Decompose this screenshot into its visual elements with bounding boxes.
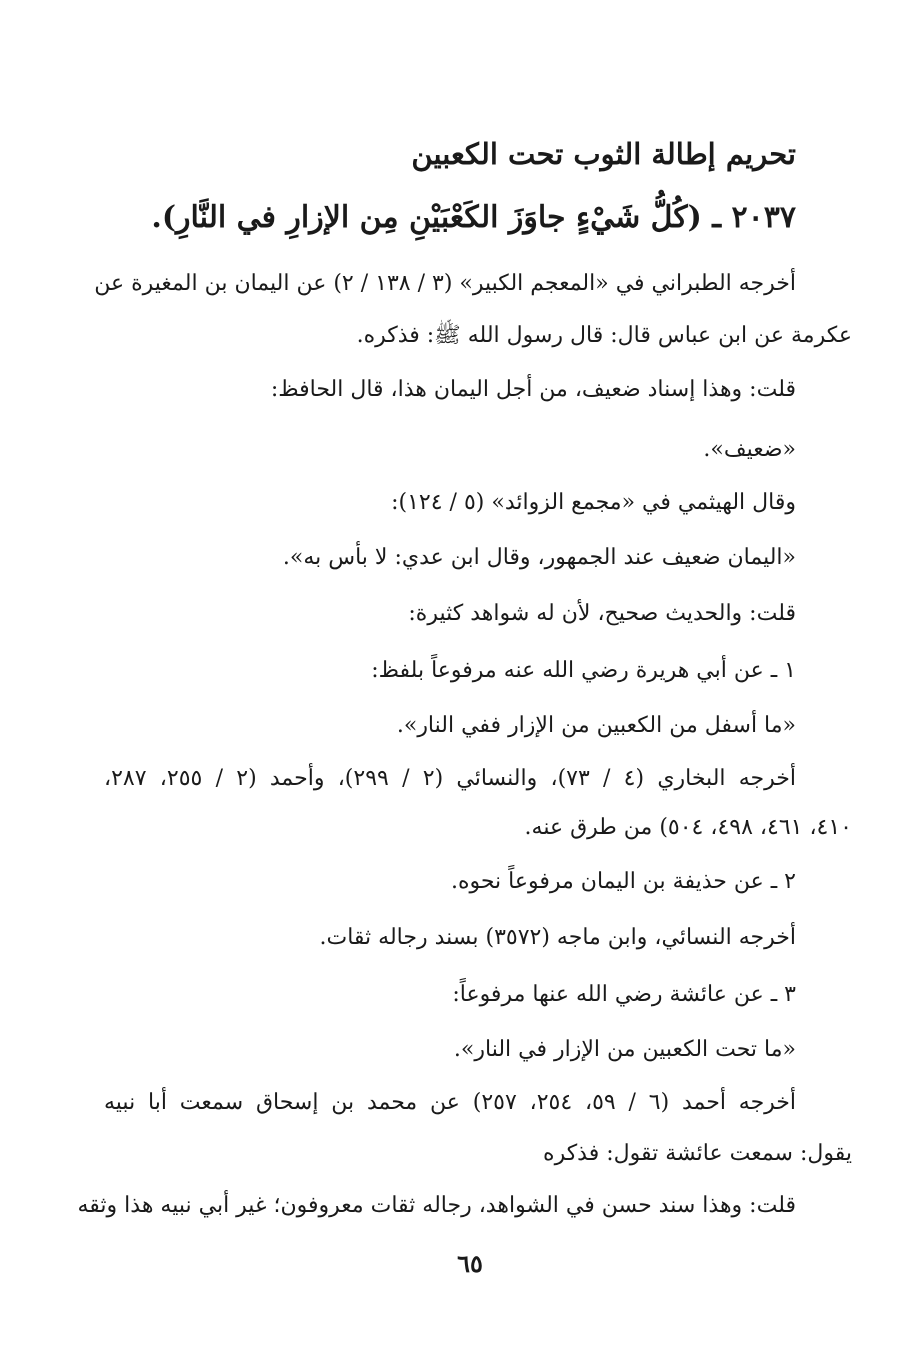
body-line-8: ١ ـ عن أبي هريرة رضي الله عنه مرفوعاً بلفظ: bbox=[371, 658, 796, 683]
body-line-2: عكرمة عن ابن عباس قال: قال رسول الله ﷺ: فذكره. bbox=[356, 323, 852, 348]
body-line-4: «ضعيف». bbox=[703, 437, 796, 462]
chapter-title: تحريم إطالة الثوب تحت الكعبين bbox=[411, 137, 796, 171]
body-line-16: أخرجه أحمد (٦ / ٥٩، ٢٥٤، ٢٥٧) عن محمد بن إسحاق سمعت أبا نبيه bbox=[104, 1090, 797, 1115]
body-line-3: قلت: وهذا إسناد ضعيف، من أجل اليمان هذا، قال الحافظ: bbox=[270, 377, 796, 402]
body-line-17: يقول: سمعت عائشة تقول: فذكره bbox=[543, 1141, 852, 1166]
body-line-5: وقال الهيثمي في «مجمع الزوائد» (٥ / ١٢٤): bbox=[391, 490, 796, 515]
body-line-11: ٤١٠، ٤٦١، ٤٩٨، ٥٠٤) من طرق عنه. bbox=[524, 815, 852, 840]
body-line-10: أخرجه البخاري (٤ / ٧٣)، والنسائي (٢ / ٢٩٩)، وأحمد (٢ / ٢٥٥، ٢٨٧، bbox=[104, 766, 796, 791]
body-line-7: قلت: والحديث صحيح، لأن له شواهد كثيرة: bbox=[408, 601, 796, 626]
body-line-9: «ما أسفل من الكعبين من الإزار ففي النار». bbox=[396, 713, 796, 738]
body-line-1: أخرجه الطبراني في «المعجم الكبير» (٣ / ١٣٨ / ٢) عن اليمان بن المغيرة عن bbox=[94, 271, 796, 296]
hadith-text: ٢٠٣٧ ـ (كُلُّ شَيْءٍ جاوَزَ الكَعْبَيْنِ مِن الإزارِ في النَّارِ). bbox=[151, 200, 796, 235]
page-number: ٦٥ bbox=[457, 1249, 483, 1278]
body-line-13: أخرجه النسائي، وابن ماجه (٣٥٧٢) بسند رجاله ثقات. bbox=[319, 925, 796, 950]
body-line-15: «ما تحت الكعبين من الإزار في النار». bbox=[453, 1037, 796, 1062]
body-line-14: ٣ ـ عن عائشة رضي الله عنها مرفوعاً: bbox=[452, 982, 796, 1007]
body-line-6: «اليمان ضعيف عند الجمهور، وقال ابن عدي: لا بأس به». bbox=[282, 545, 796, 570]
body-line-18: قلت: وهذا سند حسن في الشواهد، رجاله ثقات معروفون؛ غير أبي نبيه هذا وثقه bbox=[77, 1193, 796, 1218]
body-line-12: ٢ ـ عن حذيفة بن اليمان مرفوعاً نحوه. bbox=[450, 869, 796, 894]
